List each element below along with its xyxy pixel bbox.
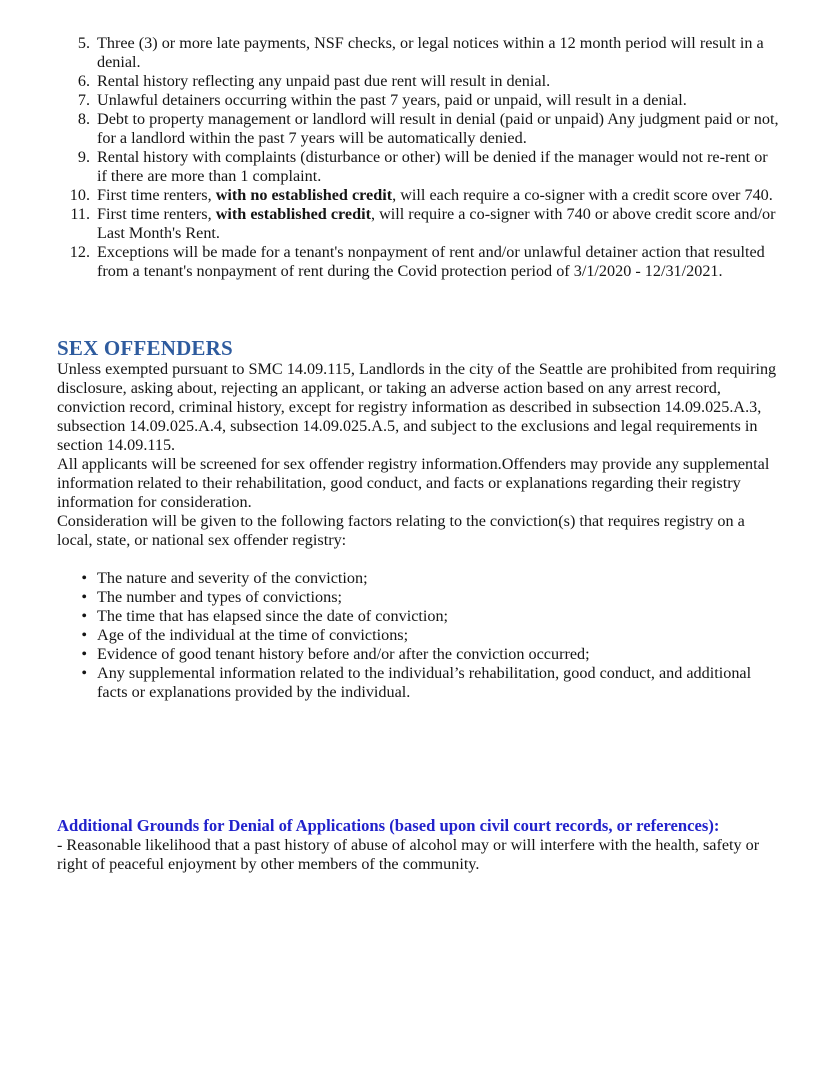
item-number: 11. bbox=[70, 205, 90, 223]
screening-rule-item bbox=[57, 72, 780, 91]
factor-item bbox=[57, 588, 780, 607]
sex-offenders-paragraph-2: All applicants will be screened for sex offender registry information.Offenders may provide any supplemental information related to their rehabilitation, good conduct, and facts or explanations regarding their registry information for consideration. bbox=[57, 455, 770, 511]
item-number: 7. bbox=[77, 91, 90, 109]
plain-text: Exceptions will be made for a tenant's nonpayment of rent and/or unlawful detainer action that resulted from a tenant's nonpayment of rent during the Covid protection period of 3/1/2020 - 12/31/2021. bbox=[97, 243, 765, 280]
factor-text: Evidence of good tenant history before and/or after the conviction occurred; bbox=[97, 645, 590, 663]
item-text bbox=[97, 148, 780, 186]
item-number: 12. bbox=[69, 243, 90, 261]
item-number: 6. bbox=[77, 72, 90, 90]
plain-text: , will require a co-signer with 740 or above credit score and/or Last Month's Rent. bbox=[97, 205, 776, 242]
bullet-marker: • bbox=[81, 664, 87, 682]
screening-rule-item bbox=[57, 186, 780, 205]
factor-item bbox=[57, 569, 780, 588]
sex-offenders-paragraph-3: Consideration will be given to the following factors relating to the conviction(s) that requires registry on a local, state, or national sex offender registry: bbox=[57, 512, 745, 549]
factor-text: Age of the individual at the time of convictions; bbox=[97, 626, 409, 644]
item-text bbox=[97, 110, 780, 148]
section-heading-sex-offenders: SEX OFFENDERS bbox=[57, 336, 233, 360]
item-text bbox=[97, 205, 780, 243]
plain-text: Three (3) or more late payments, NSF checks, or legal notices within a 12 month period will result in a denial. bbox=[97, 34, 764, 71]
plain-text: Rental history reflecting any unpaid past due rent will result in denial. bbox=[97, 72, 551, 90]
screening-rule-item bbox=[57, 243, 780, 281]
item-text bbox=[97, 186, 780, 205]
bullet-marker: • bbox=[81, 588, 87, 606]
bullet-marker: • bbox=[81, 569, 87, 587]
plain-text: Unlawful detainers occurring within the past 7 years, paid or unpaid, will result in a denial. bbox=[97, 91, 687, 109]
factor-text: Any supplemental information related to the individual’s rehabilitation, good conduct, and additional facts or explanations provided by the individual. bbox=[97, 664, 752, 701]
factor-item bbox=[57, 664, 780, 702]
item-text bbox=[97, 243, 780, 281]
screening-rule-item bbox=[57, 34, 780, 72]
sex-offenders-paragraph-1: Unless exempted pursuant to SMC 14.09.115, Landlords in the city of the Seattle are prohibited from requiring disclosure, asking about, rejecting an applicant, or taking an adverse action based on any arrest record, conviction record, criminal history, except for registry information as described in subsection 14.09.025.A.3, subsection 14.09.025.A.4, subsection 14.09.025.A.5, and subject to the exclusions and legal requirements in section 14.09.115. bbox=[57, 360, 777, 454]
factor-text: The time that has elapsed since the date of conviction; bbox=[97, 607, 449, 625]
bullet-marker: • bbox=[81, 645, 87, 663]
screening-rule-item bbox=[57, 91, 780, 110]
plain-text: , will each require a co-signer with a credit score over 740. bbox=[392, 186, 773, 204]
item-number: 8. bbox=[77, 110, 90, 128]
item-text bbox=[97, 34, 780, 72]
screening-rule-item bbox=[57, 205, 780, 243]
plain-text: First time renters, bbox=[97, 205, 216, 223]
screening-criteria-list bbox=[57, 34, 780, 281]
factor-item bbox=[57, 626, 780, 645]
item-number: 9. bbox=[77, 148, 90, 166]
plain-text: First time renters, bbox=[97, 186, 216, 204]
screening-rule-item bbox=[57, 110, 780, 148]
conviction-factors-list bbox=[57, 569, 780, 702]
item-text bbox=[97, 91, 780, 110]
plain-text: Rental history with complaints (disturbance or other) will be denied if the manager would not re-rent or if there are more than 1 complaint. bbox=[97, 148, 768, 185]
bold-text: with established credit bbox=[215, 205, 371, 223]
bullet-marker: • bbox=[81, 607, 87, 625]
additional-grounds-paragraph: - Reasonable likelihood that a past history of abuse of alcohol may or will interfere with the health, safety or right of peaceful enjoyment by other members of the community. bbox=[57, 836, 760, 873]
factor-text: The nature and severity of the conviction; bbox=[97, 569, 368, 587]
item-number: 5. bbox=[77, 34, 90, 52]
bold-text: with no established credit bbox=[215, 186, 393, 204]
plain-text: Debt to property management or landlord will result in denial (paid or unpaid) Any judgment paid or not, for a landlord within the past 7 years will be automatically denied. bbox=[97, 110, 779, 147]
factor-item bbox=[57, 607, 780, 626]
bullet-marker: • bbox=[81, 626, 87, 644]
screening-rule-item bbox=[57, 148, 780, 186]
item-number: 10. bbox=[69, 186, 90, 204]
factor-item bbox=[57, 645, 780, 664]
item-text bbox=[97, 72, 780, 91]
subheading-additional-grounds: Additional Grounds for Denial of Applications (based upon civil court records, or references): bbox=[57, 816, 720, 835]
factor-text: The number and types of convictions; bbox=[97, 588, 343, 606]
